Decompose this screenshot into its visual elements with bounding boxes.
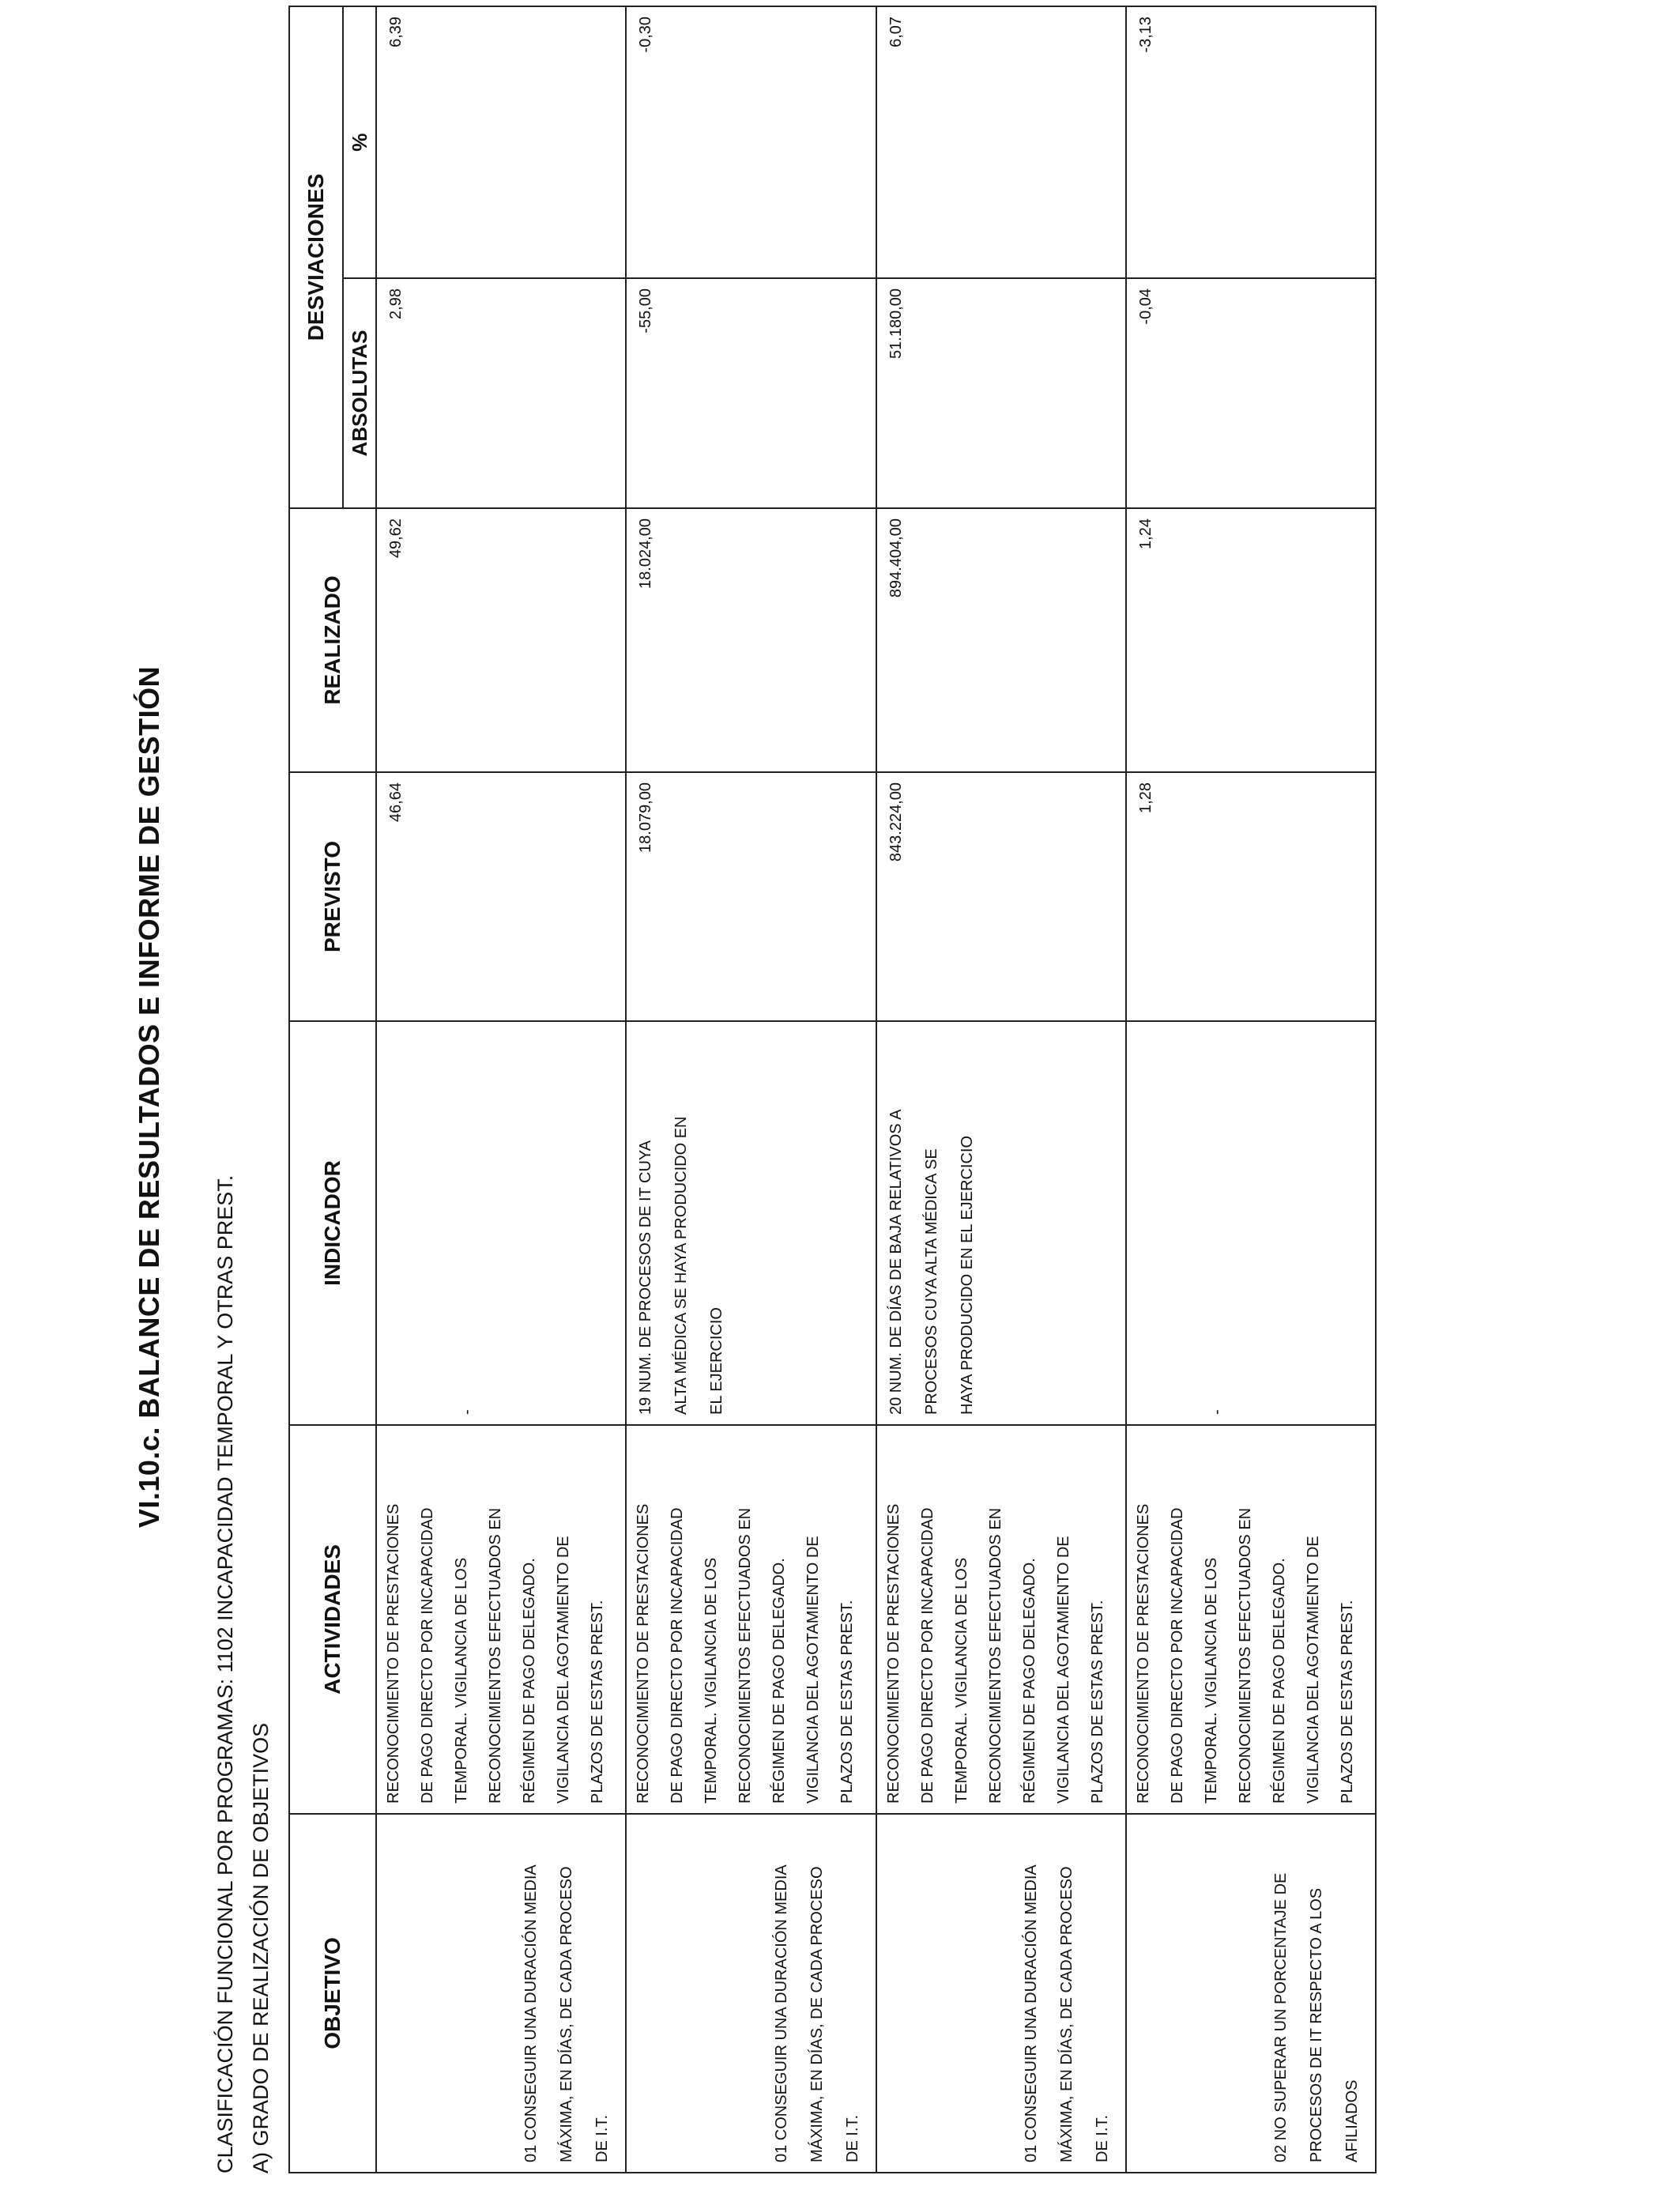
objetivo-cell-line: MÁXIMA, EN DÍAS, DE CADA PROCESO [558,1866,576,2162]
actividades-cell-line: DE PAGO DIRECTO POR INCAPACIDAD [419,1507,436,1804]
table-row [376,6,626,2173]
header-indicador: INDICADOR [289,1021,376,1425]
actividades-cell-line: PLAZOS DE ESTAS PREST. [1338,1600,1356,1804]
absolutas-cell: 2,98 [376,278,626,508]
objetivo-cell-line: DE I.T. [843,2114,861,2162]
objetivo-cell-line: DE I.T. [593,2114,612,2162]
objetivo-cell [626,1814,876,2173]
table-row [876,6,1126,2173]
actividades-cell-line: RECONOCIMIENTO DE PRESTACIONES [385,1503,402,1804]
table-row [626,6,876,2173]
actividades-cell-line: RECONOCIMIENTOS EFECTUADOS EN [487,1507,504,1804]
actividades-cell-line: TEMPORAL. VIGILANCIA DE LOS [1202,1557,1220,1804]
indicador-cell-line: 19 NUM. DE PROCESOS DE IT CUYA [637,1140,655,1415]
objetivo-cell [376,1814,626,2173]
absolutas-cell: -0,04 [1126,278,1376,508]
actividades-cell-line: TEMPORAL. VIGILANCIA DE LOS [952,1557,970,1804]
report-title: VI.10.c. BALANCE DE RESULTADOS E INFORME DE GESTIÓN [133,665,165,1529]
header-pct: % [343,6,376,278]
previsto-cell: 18.079,00 [626,772,876,1021]
objetivo-cell-line: DE I.T. [1093,2114,1111,2162]
pct-cell: -3,13 [1126,6,1376,278]
objetivo-cell-line: 01 CONSEGUIR UNA DURACIÓN MEDIA [522,1864,541,2162]
realizado-cell: 18.024,00 [626,508,876,772]
objetivo-cell-line: MÁXIMA, EN DÍAS, DE CADA PROCESO [1057,1866,1075,2162]
indicador-cell-line: EL EJERCICIO [708,1307,726,1415]
absolutas-cell: -55,00 [626,278,876,508]
previsto-cell: 46,64 [376,772,626,1021]
indicador-cell-line: ALTA MÉDICA SE HAYA PRODUCIDO EN [672,1116,691,1415]
indicador-cell-line [379,1031,414,1415]
actividades-cell-line: TEMPORAL. VIGILANCIA DE LOS [703,1557,721,1804]
indicador-cell-line: - [458,1409,476,1415]
indicador-cell-line: PROCESOS CUYA ALTA MÉDICA SE [922,1148,940,1415]
actividades-cell-line: PLAZOS DE ESTAS PREST. [1088,1600,1106,1804]
actividades-cell-line: RÉGIMEN DE PAGO DELEGADO. [521,1558,538,1804]
indicador-cell-line [1128,1031,1164,1415]
actividades-cell-line: RÉGIMEN DE PAGO DELEGADO. [1020,1558,1038,1804]
objetivo-cell [876,1814,1126,2173]
actividades-cell-line: PLAZOS DE ESTAS PREST. [838,1600,857,1804]
absolutas-cell: 51.180,00 [876,278,1126,508]
actividades-cell [1126,1425,1376,1814]
actividades-cell-line: PLAZOS DE ESTAS PREST. [589,1600,606,1804]
realizado-cell: 49,62 [376,508,626,772]
actividades-cell-line: DE PAGO DIRECTO POR INCAPACIDAD [669,1507,687,1804]
actividades-cell [376,1425,626,1814]
header-objetivo: OBJETIVO [289,1814,376,2173]
actividades-cell-line: VIGILANCIA DEL AGOTAMIENTO DE [804,1536,823,1804]
realizado-cell: 1,24 [1126,508,1376,772]
actividades-cell [626,1425,876,1814]
header-previsto: PREVISTO [289,772,376,1021]
previsto-cell: 843.224,00 [876,772,1126,1021]
indicador-cell [876,1021,1126,1425]
indicador-cell-line: 20 NUM. DE DÍAS DE BAJA RELATIVOS A [887,1109,905,1415]
header-realizado: REALIZADO [289,508,376,772]
pct-cell: 6,07 [876,6,1126,278]
objectives-table [288,6,1377,2173]
indicador-cell-line [414,1031,450,1415]
pct-cell: 6,39 [376,6,626,278]
objetivo-cell-line: 02 NO SUPERAR UN PORCENTAJE DE [1272,1872,1290,2162]
actividades-cell-line: RECONOCIMIENTO DE PRESTACIONES [635,1503,653,1804]
actividades-cell [876,1425,1126,1814]
objetivo-cell-line: 01 CONSEGUIR UNA DURACIÓN MEDIA [1022,1864,1040,2162]
actividades-cell-line: RECONOCIMIENTO DE PRESTACIONES [884,1503,902,1804]
indicador-cell-line: - [1207,1409,1226,1415]
objetivo-cell-line: PROCESOS DE IT RESPECTO A LOS [1308,1887,1325,2162]
actividades-cell-line: VIGILANCIA DEL AGOTAMIENTO DE [555,1536,572,1804]
actividades-cell-line: RECONOCIMIENTO DE PRESTACIONES [1134,1503,1152,1804]
indicador-cell-line: HAYA PRODUCIDO EN EL EJERCICIO [958,1135,976,1415]
actividades-cell-line: TEMPORAL. VIGILANCIA DE LOS [453,1557,470,1804]
header-absolutas: ABSOLUTAS [343,278,376,508]
actividades-cell-line: DE PAGO DIRECTO POR INCAPACIDAD [918,1507,936,1804]
actividades-cell-line: VIGILANCIA DEL AGOTAMIENTO DE [1304,1536,1322,1804]
indicador-cell-line [1164,1031,1200,1415]
pct-cell: -0,30 [626,6,876,278]
actividades-cell-line: RECONOCIMIENTOS EFECTUADOS EN [736,1507,755,1804]
actividades-cell-line: DE PAGO DIRECTO POR INCAPACIDAD [1168,1507,1186,1804]
header-actividades: ACTIVIDADES [289,1425,376,1814]
objetivo-cell-line: MÁXIMA, EN DÍAS, DE CADA PROCESO [808,1866,826,2162]
actividades-cell-line: RÉGIMEN DE PAGO DELEGADO. [1270,1558,1288,1804]
actividades-cell-line: RECONOCIMIENTOS EFECTUADOS EN [986,1507,1004,1804]
indicador-cell [626,1021,876,1425]
header-desviaciones: DESVIACIONES [289,6,343,508]
objetivo-cell [1126,1814,1376,2173]
program-classification: CLASIFICACIÓN FUNCIONAL POR PROGRAMAS: 1102 INCAPACIDAD TEMPORAL Y OTRAS PREST. [213,1174,237,2173]
indicador-cell [376,1021,626,1425]
indicador-cell [1126,1021,1376,1425]
objetivo-cell-line: AFILIADOS [1343,2079,1361,2162]
objetivo-cell-line: 01 CONSEGUIR UNA DURACIÓN MEDIA [772,1864,790,2162]
section-heading: A) GRADO DE REALIZACIÓN DE OBJETIVOS [249,1722,273,2173]
actividades-cell-line: RECONOCIMIENTOS EFECTUADOS EN [1236,1507,1254,1804]
table-row [1126,6,1376,2173]
realizado-cell: 894.404,00 [876,508,1126,772]
previsto-cell: 1,28 [1126,772,1376,1021]
actividades-cell-line: VIGILANCIA DEL AGOTAMIENTO DE [1054,1536,1072,1804]
actividades-cell-line: RÉGIMEN DE PAGO DELEGADO. [770,1558,789,1804]
